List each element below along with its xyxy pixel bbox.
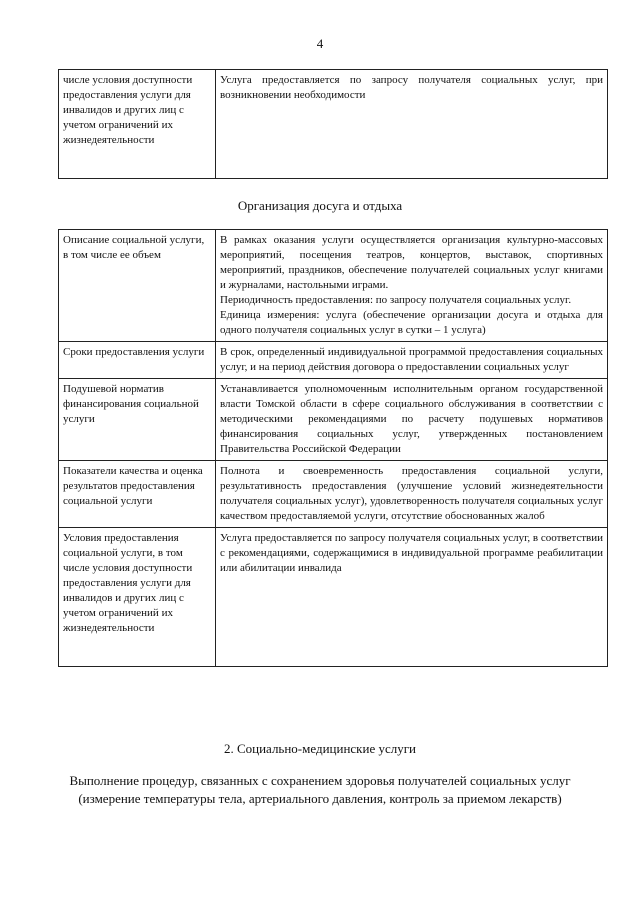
quality-paragraph: Полнота и своевременность предоставления социальной услуги, результативность предоставления (улучшение условий жизнедеятельности получателя социальных услуг), удовлетворенность получателя социальных услуг качеством предоставляемой услуги, отсутствие обоснованных жалоб bbox=[220, 465, 603, 522]
row-label-financing: Подушевой норматив финансирования социальной услуги bbox=[59, 379, 216, 461]
row-value-text: Услуга предоставляется по запросу получателя социальных услуг, при возникновении необходимости bbox=[220, 74, 603, 101]
row-label-conditions: Условия предоставления социальной услуги, в том числе условия доступности предоставления услуги для инвалидов и других лиц с учетом ограничений их жизнедеятельности bbox=[59, 528, 216, 667]
row-value bbox=[216, 70, 608, 179]
row-label: числе условия доступности предоставления услуги для инвалидов и других лиц с учетом ограничений их жизнедеятельности bbox=[59, 70, 216, 179]
continuation-table bbox=[58, 69, 608, 179]
section-heading-social-medical: 2. Социально-медицинские услуги bbox=[223, 741, 417, 756]
unit-paragraph: Единица измерения: услуга (обеспечение организации досуга и отдыха для одного получателя социальных услуг в сутки – 1 услуга) bbox=[220, 309, 603, 336]
description-paragraph: В рамках оказания услуги осуществляется организация культурно-массовых мероприятий, посещения театров, концертов, выставок, спортивных мероприятий, праздников, обеспечение получателей социальных услуг книгами и журналами, настольными играми. bbox=[220, 234, 603, 291]
row-value-financing bbox=[216, 379, 608, 461]
row-label-terms: Сроки предоставления услуги bbox=[59, 342, 216, 379]
financing-paragraph: Устанавливается уполномоченным исполнительным органом государственной власти Томской области в сфере социального обслуживания в соответствии с методическими рекомендациями по расчету подушевых нормативов финансирования социальных услуг, утвержденных постановлением Правительства Российской Федерации bbox=[220, 383, 603, 455]
leisure-service-table bbox=[58, 229, 608, 667]
terms-paragraph: В срок, определенный индивидуальной программой предоставления социальных услуг, и на период действия договора о предоставлении социальных услуг bbox=[220, 346, 603, 373]
table-row bbox=[59, 528, 608, 667]
section-heading-leisure: Организация досуга и отдыха bbox=[237, 198, 403, 213]
table-row bbox=[59, 342, 608, 379]
row-value-conditions bbox=[216, 528, 608, 667]
row-value-description bbox=[216, 230, 608, 342]
row-value-quality bbox=[216, 461, 608, 528]
table-row bbox=[59, 230, 608, 342]
row-value-terms bbox=[216, 342, 608, 379]
row-label-description: Описание социальной услуги, в том числе ее объем bbox=[59, 230, 216, 342]
table-row bbox=[59, 461, 608, 528]
frequency-paragraph: Периодичность предоставления: по запросу получателя социальных услуг. bbox=[220, 294, 572, 306]
page-number: 4 bbox=[316, 36, 324, 51]
service-title: Выполнение процедур, связанных с сохранением здоровья получателей социальных услуг (измерение температуры тела, артериального давления, контроль за приемом лекарств) bbox=[69, 773, 571, 806]
row-label-quality: Показатели качества и оценка результатов предоставления социальной услуги bbox=[59, 461, 216, 528]
conditions-paragraph: Услуга предоставляется по запросу получателя социальных услуг, в соответствии с рекомендациями, содержащимися в индивидуальной программе реабилитации или абилитации инвалида bbox=[220, 532, 603, 574]
table-row bbox=[59, 379, 608, 461]
table-row bbox=[59, 70, 608, 179]
